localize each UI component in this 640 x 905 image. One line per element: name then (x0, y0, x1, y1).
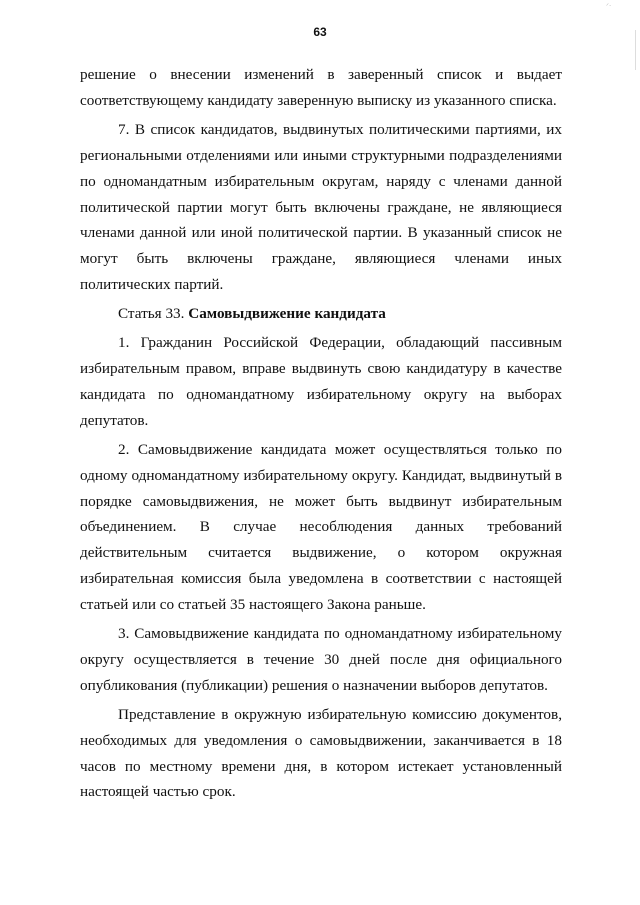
paragraph-continuation: решение о внесении изменений в заверенный список и выдает соответствующему кандидату заверенную выписку из указанного списка. (80, 66, 562, 109)
page-number: 63 (313, 25, 327, 39)
article-title: Самовыдвижение кандидата (188, 305, 386, 323)
article-paragraph-2: 2. Самовыдвижение кандидата может осуществляться только по одному одномандатному избирательному округу. Кандидат, выдвинутый в порядке самовыдвижения, не может быть выдвинут избирательным объединением. В случае несоблюдения данных требований действительным считается выдвижение, о котором окружная избирательная комиссия была уведомлена в соответствии с настоящей статьей или со статьей 35 настоящего Закона раньше. (80, 440, 562, 614)
article-heading (80, 301, 562, 327)
article-paragraph-3: 3. Самовыдвижение кандидата по одномандатному избирательному округу осуществляется в течение 30 дней после дня официального опубликования (публикации) решения о назначении выборов депутатов. (80, 625, 562, 694)
article-paragraph-1: 1. Гражданин Российской Федерации, обладающий пассивным избирательным правом, вправе выдвинуть свою кандидатуру в качестве кандидата по одномандатному избирательному округу на выборах депутатов. (80, 334, 562, 429)
corner-mark: ᐟ· (606, 2, 612, 10)
article-prefix: Статья 33. (118, 305, 185, 323)
article-paragraph-4: Представление в окружную избирательную комиссию документов, необходимых для уведомления о самовыдвижении, заканчивается в 18 часов по местному времени дня, в котором истекает установленный настоящей частью срок. (80, 705, 562, 801)
paragraph-item-7: 7. В список кандидатов, выдвинутых политическими партиями, их региональными отделениями или иными структурными подразделениями по одномандатным избирательным округам, наряду с членами данной политической партии могут быть включены граждане, не являющиеся членами данной или иной политической партии. В указанный список не могут быть включены граждане, являющиеся членами иных политических партий. (80, 120, 562, 294)
document-body (80, 62, 562, 805)
